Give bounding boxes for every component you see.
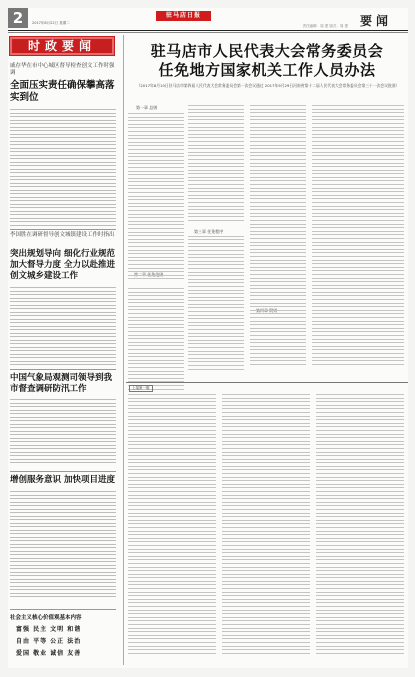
- column-separator: [123, 35, 124, 665]
- continued-column-2: [222, 394, 310, 656]
- story1-kicker: 戚存华在市中心城区督导检查创文工作时强调: [10, 63, 115, 76]
- article-section-separator: [126, 382, 408, 383]
- continued-tag: 上接第一版: [129, 385, 153, 392]
- story4-body: [10, 491, 116, 600]
- story2-body: [10, 287, 116, 368]
- story3-body: [10, 399, 116, 466]
- story-divider: [10, 369, 116, 370]
- header-rule: [8, 30, 408, 31]
- left-news-column: [8, 35, 120, 665]
- header-rule-thin: [8, 32, 408, 33]
- story4-headline: 增创服务意识 加快项目进度: [10, 475, 115, 485]
- main-headline: [126, 42, 408, 80]
- article-column-1: [128, 113, 184, 392]
- masthead-logo: 驻马店日报: [156, 11, 211, 21]
- core-values-row: 自由 平等 公正 法治: [16, 638, 82, 645]
- editor-line: 责任编辑：周 建 版式：周 建: [302, 24, 348, 28]
- core-values-box: [10, 613, 116, 660]
- chapter-heading: 第三章 任免程序: [194, 229, 224, 234]
- core-values-row: 爱国 敬业 诚信 友善: [16, 650, 82, 657]
- continued-column-3: [316, 394, 404, 656]
- article-column-2: [188, 105, 244, 372]
- story-divider: [10, 229, 116, 230]
- section-title: 要闻: [359, 14, 392, 28]
- page-number: 2: [8, 8, 28, 28]
- article-column-3: [250, 105, 306, 367]
- main-headline-line2: 任免地方国家机关工作人员办法: [158, 61, 376, 79]
- core-values-heading: 社会主义核心价值观基本内容: [10, 615, 82, 621]
- article-column-4: [312, 105, 404, 367]
- issue-date: 2017年8月22日 星期二: [32, 21, 70, 25]
- story-divider: [10, 609, 116, 610]
- main-subtitle: （2017年8月10日驻马店市第四届人民代表大会常务委员会第一次会议通过 2017年9月29日河南省第十二届人民代表大会常务委员会第三十一次会议批准）: [136, 83, 400, 88]
- story1-headline: 全面压实责任确保攀高落实到位: [10, 80, 115, 103]
- story2-kicker: 李国胜在调研督导创文城镇建设工作时指出: [10, 232, 115, 238]
- news-banner: 时政要闻: [10, 37, 114, 55]
- chapter-heading: 第一章 总则: [136, 105, 158, 110]
- newspaper-page: [8, 8, 408, 668]
- core-values-row: 富强 民主 文明 和谐: [16, 626, 82, 633]
- main-headline-line1: 驻马店市人民代表大会常务委员会: [150, 42, 384, 60]
- story2-headline: 突出规划导向 细化行业规范加大督导力度 全力以赴推进创文城乡建设工作: [10, 249, 115, 281]
- story1-body: [10, 109, 116, 228]
- story-divider: [10, 471, 116, 472]
- continued-column-1: [128, 394, 216, 656]
- story3-headline: 中国气象局观测司领导到我市督查调研防汛工作: [10, 373, 113, 394]
